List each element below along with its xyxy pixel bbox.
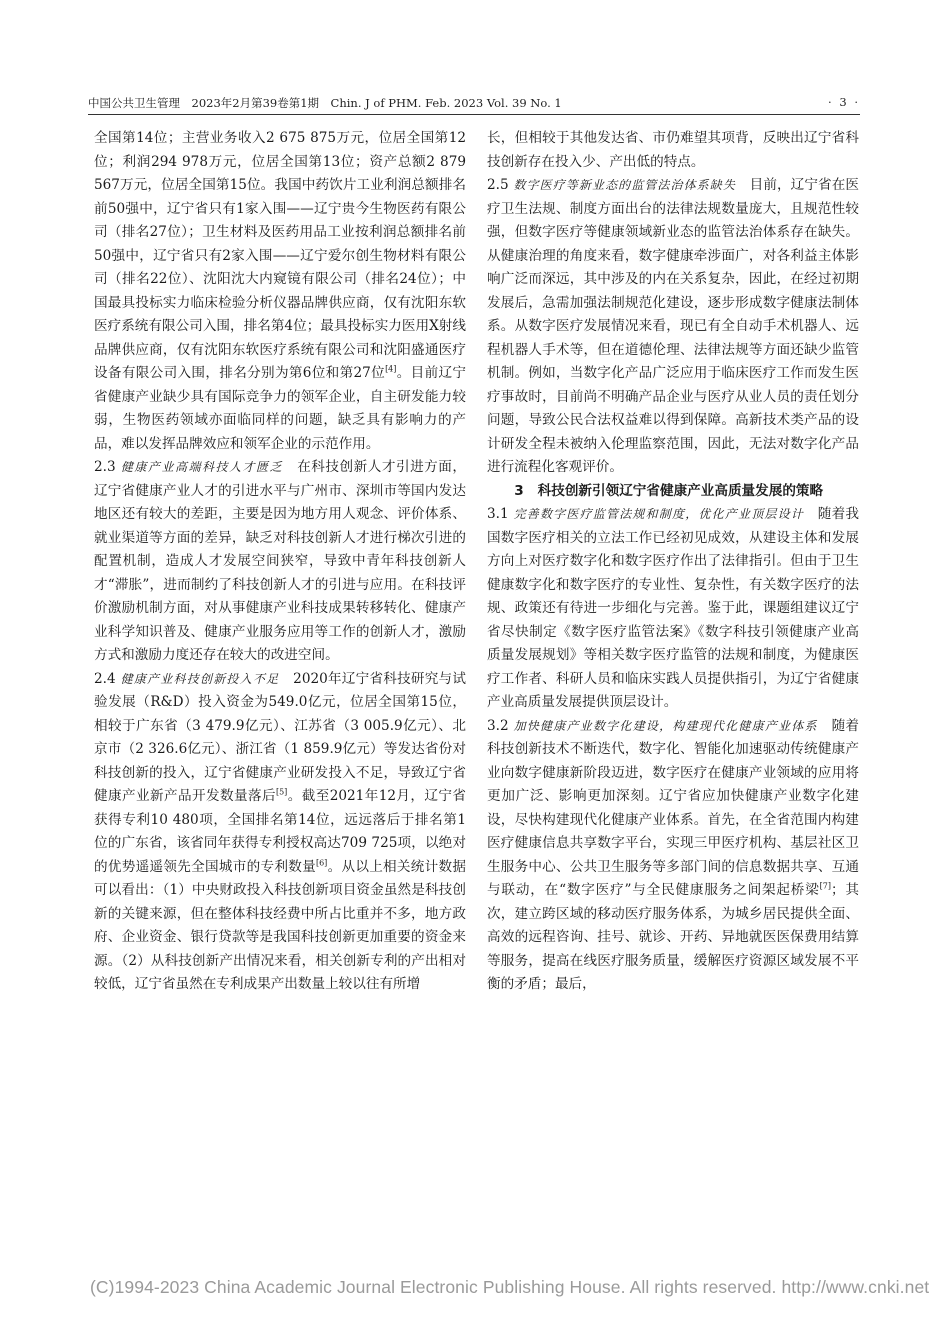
subsection-text: 随着我国数字医疗相关的立法工作已经初见成效，从建设主体和发展方向上对医疗数字化和数字医疗作出了法律指引。但由于卫生健康数字化和数字医疗的专业性、复杂性，有关数字医疗的法规、政策还有待进一步细化与完善。鉴于此，课题组建议辽宁省尽快制定《数字医疗监管法案》《数字科技引领健康产业高质量发展规划》等相关数字医疗监管的法规和制度，为健康医疗工作者、科研人员和临床实践人员提供指引，为辽宁省健康产业高质量发展提供顶层设计。 [487, 506, 859, 710]
subsection-title: 加快健康产业数字化建设，构建现代化健康产业体系 [513, 718, 818, 733]
left-column [94, 127, 466, 997]
section-number: 3 [514, 482, 524, 499]
copyright-footer: (C)1994-2023 China Academic Journal Electronic Publishing House. All rights reserved. http://www.cnki.net [90, 1277, 930, 1297]
right-column [487, 127, 859, 997]
journal-citation: 中国公共卫生管理 2023年2月第39卷第1期 Chin. J of PHM. Feb. 2023 Vol. 39 No. 1 [88, 96, 562, 110]
subsection-2-4 [94, 668, 466, 997]
paragraph [94, 127, 466, 456]
citation-ref[interactable]: [4] [385, 364, 397, 374]
subsection-title: 完善数字医疗监管法规和制度，优化产业顶层设计 [513, 507, 805, 521]
running-header [88, 95, 860, 113]
subsection-number: 2.4 [94, 670, 116, 687]
subsection-2-5 [487, 174, 859, 480]
subsection-text: 在科技创新人才引进方面，辽宁省健康产业人才的引进水平与广州市、深圳市等国内发达地区还有较大的差距，主要是因为地方用人观念、评价体系、就业渠道等方面的差异，缺乏对科技创新人才进行梯次引进的配置机制，造成人才发展空间狭窄，导致中青年科技创新人才“滞胀”，进而制约了科技创新人才的引进与应用。在科技评价激励机制方面，对从事健康产业科技成果转移转化、健康产业科学知识普及、健康产业服务应用等工作的创新人才，激励方式和激励力度还存在较大的改进空间。 [94, 459, 466, 663]
paragraph: 长，但相较于其他发达省、市仍难望其项背，反映出辽宁省科技创新存在投入少、产出低的特点。 [487, 130, 859, 170]
subsection-3-2 [487, 715, 859, 997]
citation-ref[interactable]: [5] [275, 787, 288, 797]
subsection-text: 2020年辽宁省科技研究与试验发展（R&D）投入资金为549.0亿元，位居全国第15位，相较于广东省（3 479.9亿元）、江苏省（3 005.9亿元）、北京市（2 326.6亿元）、浙江省（1 859.9亿元）等发达省份对科技创新的投入，辽宁省健康产业研发投入不足，导致辽宁省健康产业新产品开发数量落后 [94, 670, 466, 804]
subsection-text: 。从以上相关统计数据可以看出：（1）中央财政投入科技创新项目资金虽然是科技创新的关键来源，但在整体科技经费中所占比重并不多，地方政府、企业资金、银行贷款等是我国科技创新更加重要的资金来源。（2）从科技创新产出情况来看，相关创新专利的产出相对较低，辽宁省虽然在专利成果产出数量上较以往有所增 [94, 858, 467, 992]
subsection-text: 。截至2021年12月，辽宁省获得专利10 480项，全国排名第14位，远远落后于排名第1位的广东省，该省同年获得专利授权高达709 725项，以绝对的优势遥遥领先全国城市的专利数量 [94, 788, 466, 875]
subsection-text: ；其次，建立跨区域的移动医疗服务体系，为城乡居民提供全面、高效的远程咨询、挂号、就诊、开药、异地就医医保费用结算等服务，提高在线医疗服务质量，缓解医疗资源区域发展不平衡的矛盾；最后， [487, 882, 859, 992]
section-title: 科技创新引领辽宁省健康产业高质量发展的策略 [537, 482, 824, 499]
subsection-number: 3.2 [487, 717, 509, 734]
subsection-title: 数字医疗等新业态的监管法治体系缺失 [513, 178, 736, 192]
page-number: · 3 · [828, 95, 860, 109]
subsection-title: 健康产业高端科技人才匮乏 [120, 460, 284, 474]
citation-ref[interactable]: [6] [315, 857, 328, 867]
subsection-2-3 [94, 456, 466, 668]
subsection-number: 2.3 [94, 459, 116, 475]
subsection-text: 目前，辽宁省在医疗卫生法规、制度方面出台的法律法规数量庞大，且规范性较强，但数字医疗等健康领域新业态的监管法治体系存在缺失。从健康治理的角度来看，数字健康牵涉面广，对各利益主体影响广泛而深远，其中涉及的内在关系复杂，因此，在经过初期发展后，急需加强法制规范化建设，逐步形成数字健康法制体系。从数字医疗发展情况来看，现已有全自动手术机器人、远程机器人手术等，但在道德伦理、法律法规等方面还缺少监管机制。例如，当数字化产品广泛应用于临床医疗工作而发生医疗事故时，目前尚不明确产品企业与医疗从业人员的责任划分问题，导致公民合法权益难以得到保障。高新技术类产品的设计研发全程未被纳入伦理监察范围，因此，无法对数字化产品进行流程化客观评价。 [487, 177, 859, 475]
header-rule [88, 114, 860, 115]
subsection-title: 健康产业科技创新投入不足 [120, 671, 280, 686]
paragraph-text: 。目前辽宁省健康产业缺少具有国际竞争力的领军企业，自主研发能力较弱，生物医药领域亦面临同样的问题，缺乏具有影响力的产品，难以发挥品牌效应和领军企业的示范作用。 [94, 365, 467, 452]
subsection-number: 2.5 [487, 177, 509, 193]
subsection-3-1 [487, 503, 859, 715]
paragraph-text: 全国第14位；主营业务收入2 675 875万元，位居全国第12位；利润294 978万元，位居全国第13位；资产总额2 879 567万元，位居全国第15位。我国中药饮片工业利润总额排名前50强中，辽宁省只有1家入围——辽宁贵今生物医药有限公司（排名27位）；卫生材料及医药用品工业按利润总额排名前50强中，辽宁省只有2家入围——辽宁爱尔创生物材料有限公司（排名22位）、沈阳沈大内窥镜有限公司（排名24位）；中国最具投标实力临床检验分析仪器品牌供应商，仅有沈阳东软医疗系统有限公司入围，排名第4位；最具投标实力医用X射线品牌供应商，仅有沈阳东软医疗系统有限公司和沈阳盛通医疗设备有限公司入围，排名分别为第6位和第27位 [94, 130, 466, 381]
subsection-number: 3.1 [487, 506, 509, 522]
section-3-heading [487, 480, 859, 504]
citation-ref[interactable]: [7] [819, 881, 831, 891]
subsection-text: 随着科技创新技术不断迭代，数字化、智能化加速驱动传统健康产业向数字健康新阶段迈进，数字医疗在健康产业领域的应用将更加广泛、影响更加深刻。辽宁省应加快健康产业数字化建设，尽快构建现代化健康产业体系。首先，在全省范围内构建医疗健康信息共享数字平台，实现三甲医疗机构、基层社区卫生服务中心、公共卫生服务等多部门间的信息数据共享、互通与联动，在“数字医疗”与全民健康服务之间架起桥梁 [487, 717, 859, 898]
